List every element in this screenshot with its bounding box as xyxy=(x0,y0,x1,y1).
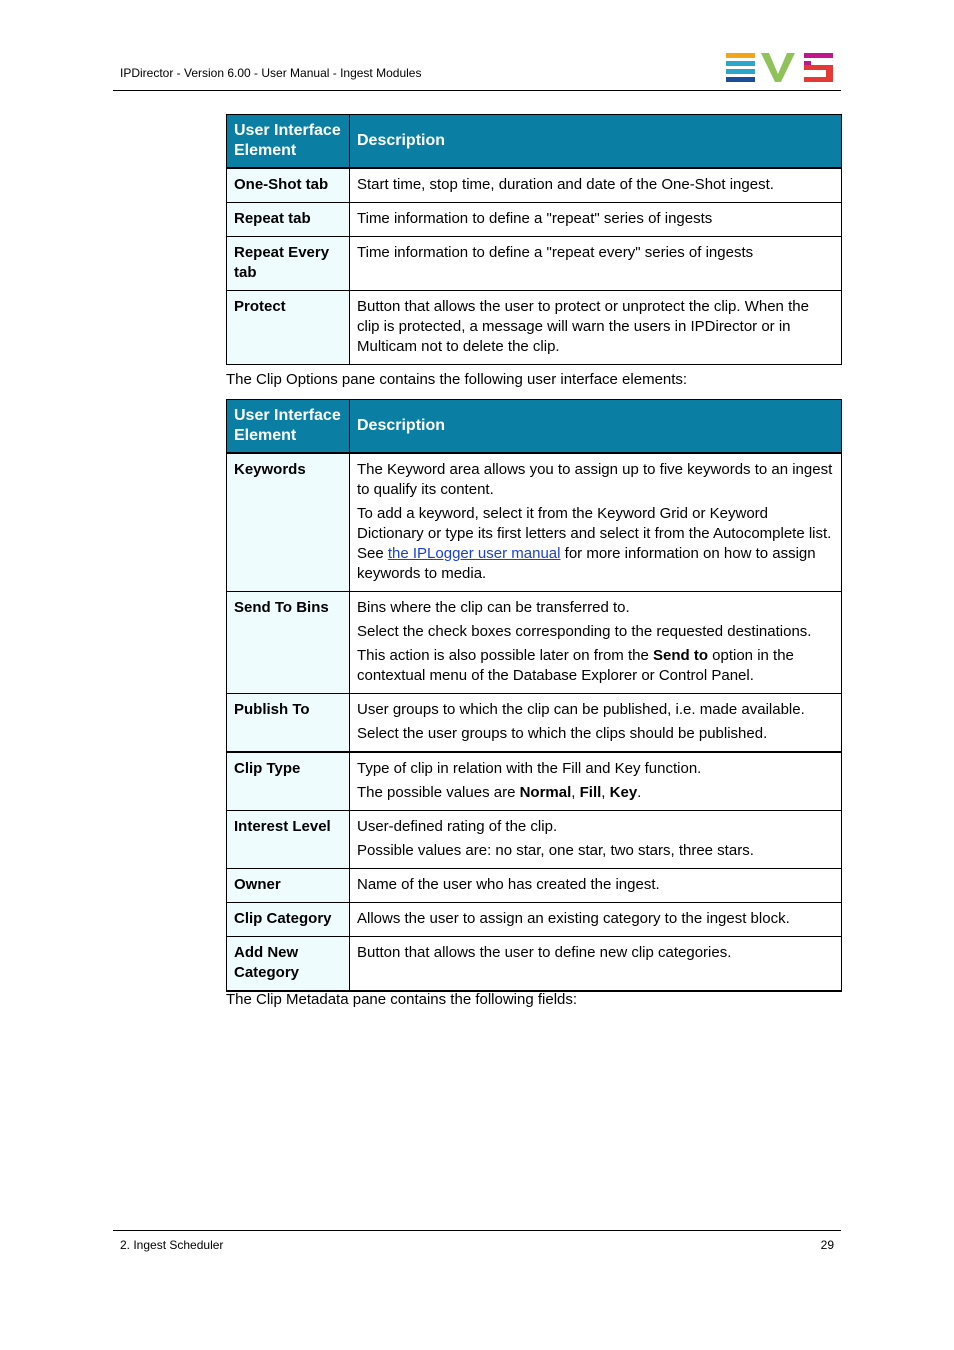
table-row-interest-level xyxy=(227,811,842,869)
description-paragraph: Select the check boxes corresponding to the requested destinations. xyxy=(357,623,812,640)
table-row xyxy=(227,291,842,365)
element-cell: Add New Category xyxy=(227,937,350,992)
table-row-owner xyxy=(227,869,842,903)
description-cell xyxy=(350,592,842,694)
description-paragraph: User groups to which the clip can be published, i.e. made available. xyxy=(357,701,805,718)
text-span: for more information on how to assign keywords to media. xyxy=(357,545,816,582)
text-span: . xyxy=(637,784,642,801)
description-cell: Button that allows the user to protect or unprotect the clip. When the clip is protected, a message will warn the users in IPDirector or in Multicam not to delete the clip. xyxy=(350,291,842,365)
description-paragraph xyxy=(357,646,834,686)
description-paragraph xyxy=(357,504,834,584)
description-paragraph: Bins where the clip can be transferred to. xyxy=(357,599,630,616)
page-number: 29 xyxy=(820,1238,834,1252)
element-cell: Clip Category xyxy=(227,903,350,937)
table-header-row xyxy=(227,400,842,454)
table-row-keywords xyxy=(227,453,842,592)
description-cell xyxy=(350,453,842,592)
description-paragraph: Select the user groups to which the clips should be published. xyxy=(357,725,768,742)
bold-term: Normal xyxy=(519,784,572,801)
footer-section: 2. Ingest Scheduler xyxy=(120,1238,224,1252)
text-span: , xyxy=(601,784,610,801)
table-row xyxy=(227,168,842,203)
evs-logo xyxy=(726,53,834,82)
bold-term: Fill xyxy=(579,784,602,801)
description-paragraph: Type of clip in relation with the Fill and Key function. xyxy=(357,760,702,777)
description-paragraph: The Keyword area allows you to assign up to five keywords to an ingest to qualify its content. xyxy=(357,461,833,498)
element-cell: Keywords xyxy=(227,453,350,592)
table-header-row xyxy=(227,115,842,169)
ingest-time-elements-table xyxy=(226,114,842,365)
bold-term: Send to xyxy=(652,647,708,664)
clip-metadata-intro: The Clip Metadata pane contains the following fields: xyxy=(226,991,578,1008)
footer-divider xyxy=(113,1230,841,1231)
table-row-add-new-category xyxy=(227,937,842,992)
description-cell: Time information to define a "repeat every" series of ingests xyxy=(350,237,842,291)
header-divider xyxy=(113,90,841,91)
description-cell xyxy=(350,752,842,811)
element-cell: One-Shot tab xyxy=(227,168,350,203)
text-span: The possible values are xyxy=(357,784,520,801)
text-span: This action is also possible later on from the xyxy=(357,647,653,664)
description-cell: Start time, stop time, duration and date of the One-Shot ingest. xyxy=(350,168,842,203)
clip-options-elements-table xyxy=(226,399,842,992)
table-row-clip-type xyxy=(227,752,842,811)
table-row-clip-category xyxy=(227,903,842,937)
element-cell: Owner xyxy=(227,869,350,903)
table-row xyxy=(227,203,842,237)
description-cell: Button that allows the user to define new clip categories. xyxy=(350,937,842,992)
element-cell: Clip Type xyxy=(227,752,350,811)
column-header-element: User Interface Element xyxy=(227,400,350,454)
table-row xyxy=(227,237,842,291)
text-span: To add a keyword, select it from the Keyword Grid or Keyword Dictionary or type its first letters and select it from the Autocomplete list. See xyxy=(357,505,832,562)
iplogger-manual-link[interactable]: the IPLogger user manual xyxy=(387,545,561,562)
description-cell: Allows the user to assign an existing category to the ingest block. xyxy=(350,903,842,937)
column-header-element: User Interface Element xyxy=(227,115,350,169)
text-span: , xyxy=(571,784,580,801)
element-cell: Interest Level xyxy=(227,811,350,869)
description-paragraph: Possible values are: no star, one star, two stars, three stars. xyxy=(357,842,754,859)
element-cell: Repeat Every tab xyxy=(227,237,350,291)
column-header-description: Description xyxy=(350,115,842,169)
element-cell: Repeat tab xyxy=(227,203,350,237)
description-paragraph: User-defined rating of the clip. xyxy=(357,818,558,835)
text-span: option in the contextual menu of the Database Explorer or Control Panel. xyxy=(357,647,794,684)
description-paragraph xyxy=(357,783,834,803)
description-cell xyxy=(350,811,842,869)
clip-options-intro: The Clip Options pane contains the following user interface elements: xyxy=(226,371,688,388)
element-cell: Publish To xyxy=(227,694,350,753)
column-header-description: Description xyxy=(350,400,842,454)
description-cell: Name of the user who has created the ingest. xyxy=(350,869,842,903)
bold-term: Key xyxy=(609,784,638,801)
description-cell: Time information to define a "repeat" series of ingests xyxy=(350,203,842,237)
table-row-send-to-bins xyxy=(227,592,842,694)
table-row-publish-to xyxy=(227,694,842,753)
element-cell: Protect xyxy=(227,291,350,365)
document-header-title: IPDirector - Version 6.00 - User Manual - Ingest Modules xyxy=(120,66,422,80)
element-cell: Send To Bins xyxy=(227,592,350,694)
description-cell xyxy=(350,694,842,753)
